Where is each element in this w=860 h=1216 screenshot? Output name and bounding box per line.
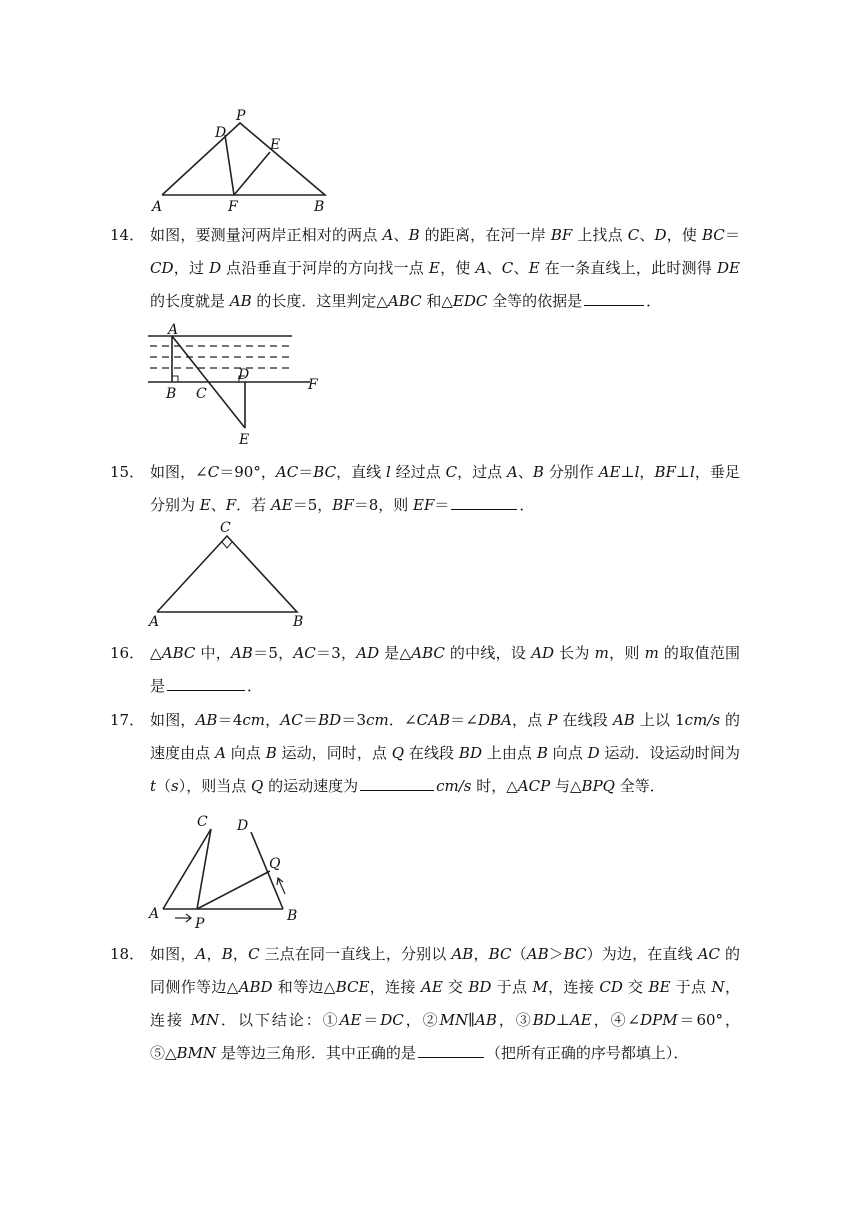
segment-fe [234,152,270,195]
question-number: 18． [110,945,145,963]
label-a: A [149,906,160,922]
label-d: D [237,818,249,834]
label-b: B [166,386,177,402]
label-c: C [197,814,208,830]
label-p: P [195,916,205,932]
question-14 [110,219,740,318]
question-text: 如图，∠C＝90°，AC＝BC，直线 l 经过点 C，过点 A、B 分别作 AE⊥l，BF⊥l，垂足分别为 E、F．若 AE＝5，BF＝8，则 EF＝ ． [150,463,740,514]
question-number: 15． [110,463,145,481]
label-b: B [293,614,304,630]
label-d: D [215,125,227,141]
answer-blank[interactable] [360,770,434,791]
answer-blank[interactable] [584,285,644,306]
figure-q13 [150,108,340,214]
question-text: 如图，要测量河两岸正相对的两点 A、B 的距离，在河一岸 BF 上找点 C、D，使 BC＝CD，过 D 点沿垂直于河岸的方向找一点 E，使 A、C、E 在一条直线上，此时测得 DE 的长度就是 AB 的长度．这里判定△ABC 和△EDC 全等的依据是 ． [150,226,740,310]
question-number: 14． [110,226,145,244]
label-a: A [168,322,179,338]
question-text: 如图，AB＝4cm，AC＝BD＝3cm．∠CAB＝∠DBA，点 P 在线段 AB 上以 1cm/s 的速度由点 A 向点 B 运动，同时，点 Q 在线段 BD 上由点 B 向点 D 运动．设运动时间为 t（s），则当点 Q 的运动速度为 cm/s 时，△ACP 与△BPQ 全等． [150,711,740,795]
figure-q14 [140,322,330,448]
question-text: 如图，A，B，C 三点在同一直线上，分别以 AB，BC（AB＞BC）为边，在直线 AC 的同侧作等边△ABD 和等边△BCE，连接 AE 交 BD 于点 M，连接 CD 交 BE 于点 N，连接 MN．以下结论：①AE＝DC，②MN∥AB，③BD⊥AE，④∠DPM＝60°，⑤△BMN 是等边三角形．其中正确的是 （把所有正确的序号都填上）． [150,945,740,1062]
question-number: 17． [110,711,145,729]
figure-q17 [145,808,305,932]
segment-pq [197,871,270,909]
question-17 [110,704,740,803]
answer-blank[interactable] [418,1037,484,1058]
label-f: F [308,377,318,393]
label-b: B [314,199,325,214]
question-16 [110,637,740,703]
right-angle-c [222,542,232,548]
answer-blank[interactable] [167,670,245,691]
label-a: A [152,199,163,214]
label-e: E [239,432,250,448]
figure-q15 [145,518,315,630]
label-a: A [149,614,160,630]
label-e: E [270,137,281,153]
label-q: Q [269,856,281,872]
segment-df [225,135,234,195]
label-d: D [238,367,250,383]
answer-blank[interactable] [451,489,517,510]
label-p: P [236,108,246,124]
label-c: C [196,386,207,402]
question-15 [110,456,740,522]
label-b: B [287,908,298,924]
label-f: F [228,199,238,214]
question-number: 16． [110,644,145,662]
question-text: △ABC 中，AB＝5，AC＝3，AD 是△ABC 的中线，设 AD 长为 m，则 m 的取值范围是 ． [150,644,740,695]
right-angle-b [172,376,178,382]
label-c: C [220,520,231,536]
question-18 [110,938,740,1070]
